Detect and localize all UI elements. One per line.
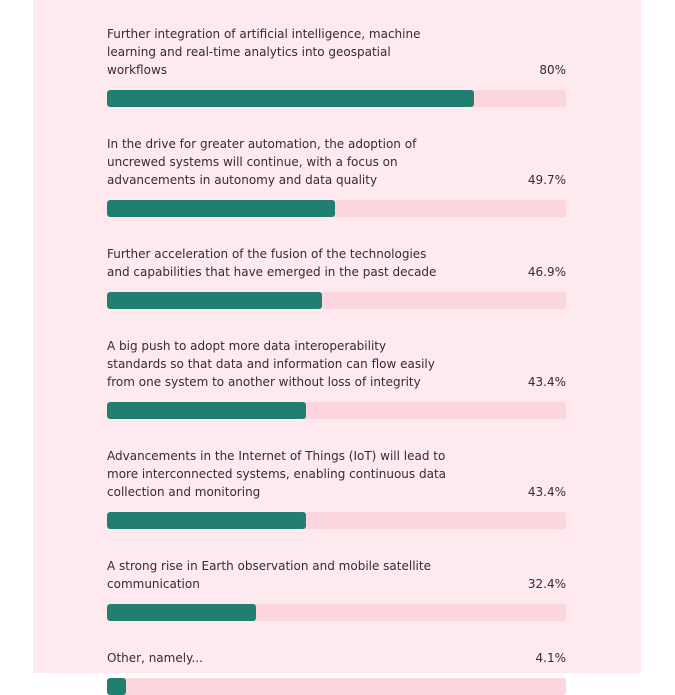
bar-fill xyxy=(107,90,474,107)
bar-track xyxy=(107,678,566,695)
result-item xyxy=(107,557,566,621)
bar-track xyxy=(107,512,566,529)
result-item xyxy=(107,135,566,217)
percentage-label: 46.9% xyxy=(527,265,566,279)
option-label: Further integration of artificial intelligence, machine learning and real-time analytics into geospatial workflows xyxy=(107,27,421,77)
result-row xyxy=(107,25,566,79)
bar-track xyxy=(107,90,566,107)
option-label: Further acceleration of the fusion of the technologies and capabilities that have emerged in the past decade xyxy=(107,247,437,279)
bar-track xyxy=(107,402,566,419)
option-label: Other, namely... xyxy=(107,651,203,665)
percentage-label: 43.4% xyxy=(527,485,566,499)
item-spacer xyxy=(107,621,566,649)
result-row xyxy=(107,135,566,189)
option-label: A strong rise in Earth observation and mobile satellite communication xyxy=(107,559,431,591)
option-label: Advancements in the Internet of Things (IoT) will lead to more interconnected systems, enabling continuous data collection and monitoring xyxy=(107,449,447,499)
percentage-label: 32.4% xyxy=(527,577,566,591)
result-row xyxy=(107,337,566,391)
result-item xyxy=(107,649,566,695)
result-item xyxy=(107,25,566,107)
option-label: In the drive for greater automation, the adoption of uncrewed systems will continue, with a focus on advancements in autonomy and data quality xyxy=(107,137,417,187)
percentage-label: 49.7% xyxy=(527,173,566,187)
result-row xyxy=(107,557,566,593)
percentage-label: 80% xyxy=(539,63,566,77)
bar-track xyxy=(107,604,566,621)
option-label: A big push to adopt more data interoperability standards so that data and information can flow easily from one system to another without loss of integrity xyxy=(107,339,435,389)
bar-fill xyxy=(107,292,322,309)
item-spacer xyxy=(107,309,566,337)
poll-results xyxy=(107,25,566,695)
result-row xyxy=(107,245,566,281)
result-item xyxy=(107,447,566,529)
bar-fill xyxy=(107,200,335,217)
bar-fill xyxy=(107,604,256,621)
bar-fill xyxy=(107,512,306,529)
bar-track xyxy=(107,292,566,309)
bar-fill xyxy=(107,678,126,695)
bar-fill xyxy=(107,402,306,419)
bar-track xyxy=(107,200,566,217)
item-spacer xyxy=(107,217,566,245)
item-spacer xyxy=(107,107,566,135)
percentage-label: 43.4% xyxy=(527,375,566,389)
result-item xyxy=(107,245,566,309)
percentage-label: 4.1% xyxy=(535,651,566,665)
result-item xyxy=(107,337,566,419)
result-row xyxy=(107,649,566,667)
item-spacer xyxy=(107,529,566,557)
result-row xyxy=(107,447,566,501)
item-spacer xyxy=(107,419,566,447)
